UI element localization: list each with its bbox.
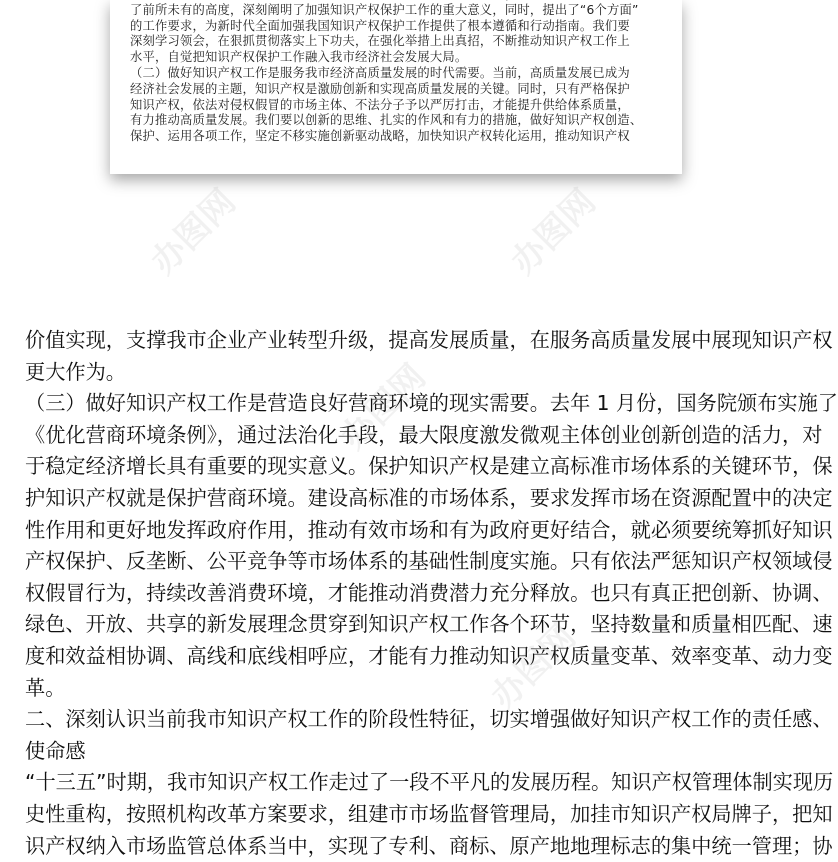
preview-line: 了前所未有的高度，深刻阐明了加强知识产权保护工作的重大意义，同时，提出了“6个方面” <box>130 3 666 19</box>
body-line: 价值实现，支撑我市企业产业转型升级，提高发展质量，在服务高质量发展中展现知识产权 <box>25 325 783 357</box>
preview-line: 保护、运用各项工作，坚定不移实施创新驱动战略，加快知识产权转化运用，推动知识产权 <box>130 129 666 145</box>
watermark: 办图网 <box>498 176 605 283</box>
preview-line: 知识产权，依法对侵权假冒的市场主体、不法分子予以严厉打击，才能提升供给体系质量， <box>130 98 666 114</box>
watermark: 办图网 <box>138 176 245 283</box>
body-line: 革。 <box>25 673 783 705</box>
body-line: 度和效益相协调、高线和底线相呼应，才能有力推动知识产权质量变革、效率变革、动力变 <box>25 641 783 673</box>
watermark: 办图网 <box>328 351 435 458</box>
preview-line: 经济社会发展的主题，知识产权是激励创新和实现高质量发展的关键。同时，只有严格保护 <box>130 82 666 98</box>
body-line: （三）做好知识产权工作是营造良好营商环境的现实需要。去年 1 月份，国务院颁布实施了 <box>25 388 783 420</box>
body-line: 于稳定经济增长具有重要的现实意义。保护知识产权是建立高标准市场体系的关键环节，保 <box>25 451 783 483</box>
body-line: 产权保护、反垄断、公平竞争等市场体系的基础性制度实施。只有依法严惩知识产权领域侵 <box>25 546 783 578</box>
body-line: 绿色、开放、共享的新发展理念贯穿到知识产权工作各个环节，坚持数量和质量相匹配、速 <box>25 609 783 641</box>
body-line: 更大作为。 <box>25 357 783 389</box>
body-line: “十三五”时期，我市知识产权工作走过了一段不平凡的发展历程。知识产权管理体制实现历 <box>25 767 783 799</box>
preview-line: 深刻学习领会，在狠抓贯彻落实上下功夫，在强化举措上出真招，不断推动知识产权工作上 <box>130 34 666 50</box>
body-line: 权假冒行为，持续改善消费环境，才能推动消费潜力充分释放。也只有真正把创新、协调、 <box>25 578 783 610</box>
preview-line: 水平，自觉把知识产权保护工作融入我市经济社会发展大局。 <box>130 50 666 66</box>
preview-line: （二）做好知识产权工作是服务我市经济高质量发展的时代需要。当前，高质量发展已成为 <box>130 66 666 82</box>
document-preview-card <box>110 0 682 174</box>
preview-text <box>130 0 666 145</box>
body-line: 《优化营商环境条例》，通过法治化手段，最大限度激发微观主体创业创新创造的活力，对 <box>25 420 783 452</box>
watermark: 办图网 <box>478 611 585 718</box>
document-body <box>25 325 783 862</box>
preview-line: 有力推动高质量发展。我们要以创新的思维、扎实的作风和有力的措施，做好知识产权创造、 <box>130 113 666 129</box>
preview-line: 的工作要求，为新时代全面加强我国知识产权保护工作提供了根本遵循和行动指南。我们要 <box>130 19 666 35</box>
body-line: 史性重构，按照机构改革方案要求，组建市市场监督管理局，加挂市知识产权局牌子，把知 <box>25 799 783 831</box>
body-line: 使命感 <box>25 736 783 768</box>
body-line: 护知识产权就是保护营商环境。建设高标准的市场体系，要求发挥市场在资源配置中的决定 <box>25 483 783 515</box>
body-line: 二、深刻认识当前我市知识产权工作的阶段性特征，切实增强做好知识产权工作的责任感、 <box>25 704 783 736</box>
body-line: 识产权纳入市场监管总体系当中，实现了专利、商标、原产地地理标志的集中统一管理；协 <box>25 831 783 862</box>
body-line: 性作用和更好地发挥政府作用，推动有效市场和有为政府更好结合，就必须要统筹抓好知识 <box>25 515 783 547</box>
